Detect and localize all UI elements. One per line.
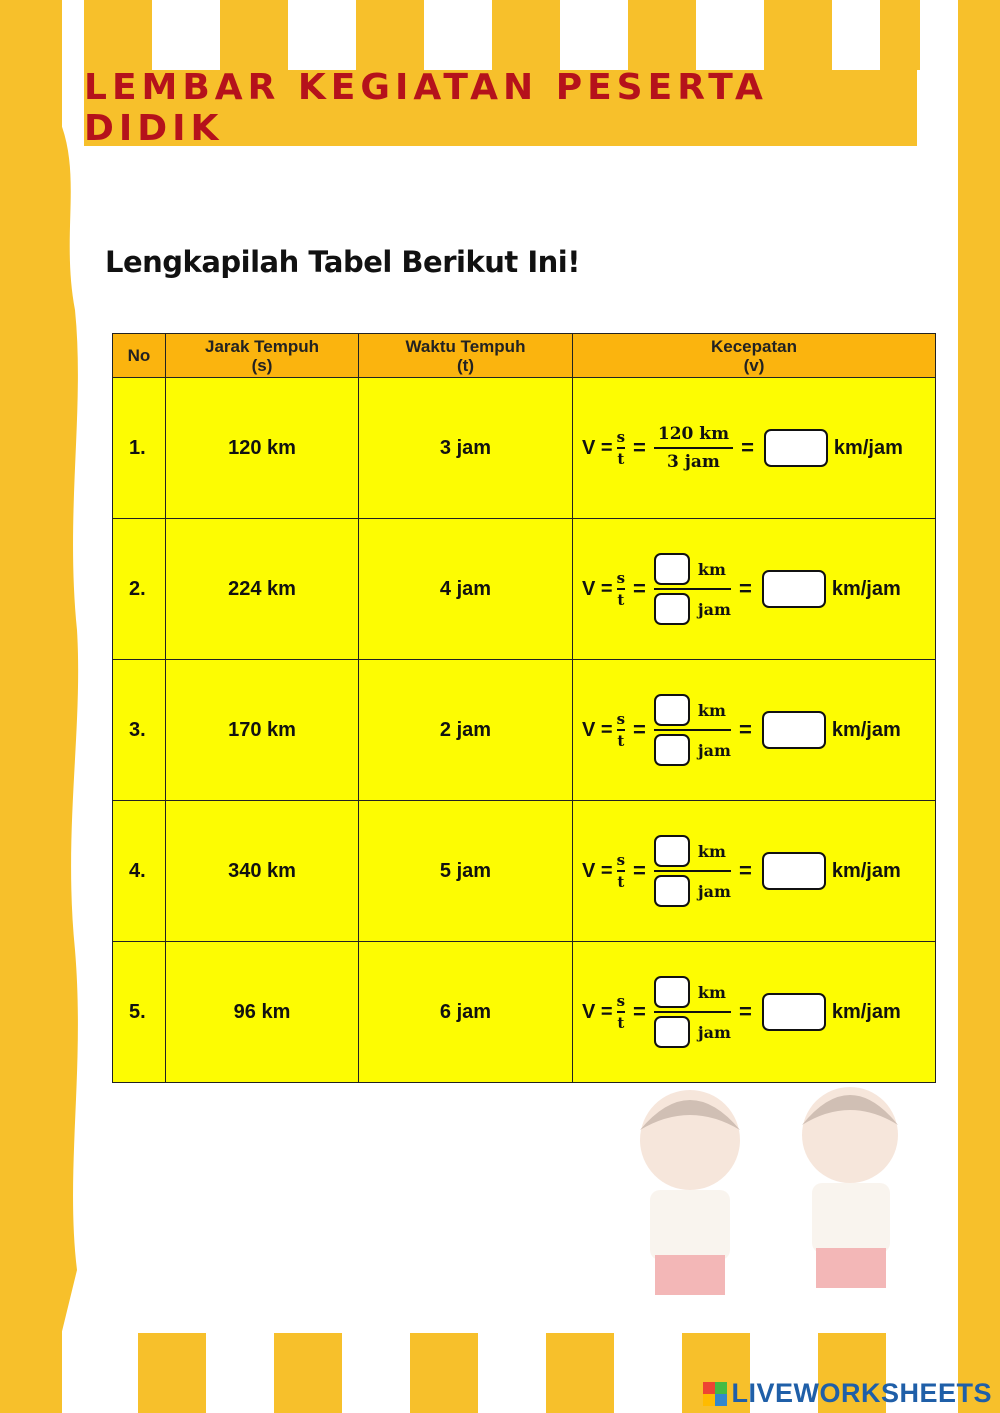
answer-speed-input[interactable] <box>762 993 826 1031</box>
given-fraction: $\frac{120 km}{\text{3 jam}}$ <box>654 423 733 473</box>
distance-input[interactable] <box>654 976 690 1008</box>
right-frame-band <box>958 0 1000 1413</box>
row-formula: V = $\frac{s}{t}$ = km jam = km/jam <box>573 660 936 801</box>
row-waktu: 4 jam <box>359 519 573 660</box>
page-title: LEMBAR KEGIATAN PESERTA DIDIK <box>84 67 768 149</box>
row-jarak: 96 km <box>166 942 359 1083</box>
s-over-t: $\frac{s}{t}$ <box>616 710 626 750</box>
speed-table <box>112 333 936 1083</box>
children-illustration <box>580 1080 960 1340</box>
row-jarak: 120 km <box>166 378 359 519</box>
s-over-t: $\frac{s}{t}$ <box>616 992 626 1032</box>
s-over-t: $\frac{s}{t}$ <box>616 569 626 609</box>
header-kecepatan: Kecepatan (v) <box>573 334 936 378</box>
top-stripe <box>220 0 288 70</box>
row-jarak: 340 km <box>166 801 359 942</box>
s-over-t: $\frac{s}{t}$ <box>616 428 626 468</box>
time-input[interactable] <box>654 1016 690 1048</box>
result-unit: km/jam <box>833 436 903 459</box>
answer-speed-input[interactable] <box>762 570 826 608</box>
row-formula: V = $\frac{s}{t}$ = $\frac{120 km}{\text{3 jam}}$ = km/jam <box>573 378 936 519</box>
fill-fraction: km jam <box>654 976 731 1048</box>
table-row <box>113 801 936 942</box>
row-number: 2. <box>113 519 166 660</box>
row-jarak: 170 km <box>166 660 359 801</box>
top-stripe <box>356 0 424 70</box>
instruction-text: Lengkapilah Tabel Berikut Ini! <box>105 245 580 279</box>
top-stripe <box>764 0 832 70</box>
formula-prefix: V = <box>582 718 613 741</box>
result-unit: km/jam <box>831 1000 901 1023</box>
result-unit: km/jam <box>831 859 901 882</box>
left-frame-band <box>0 0 62 1413</box>
top-stripe <box>492 0 560 70</box>
fill-fraction: km jam <box>654 835 731 907</box>
liveworksheets-logo <box>703 1378 992 1409</box>
row-formula: V = $\frac{s}{t}$ = km jam = km/jam <box>573 519 936 660</box>
answer-speed-input[interactable] <box>764 429 828 467</box>
result-unit: km/jam <box>831 577 901 600</box>
row-jarak: 224 km <box>166 519 359 660</box>
answer-speed-input[interactable] <box>762 852 826 890</box>
table-row <box>113 378 936 519</box>
table-row <box>113 519 936 660</box>
top-stripe <box>880 0 920 70</box>
row-number: 5. <box>113 942 166 1083</box>
distance-input[interactable] <box>654 835 690 867</box>
bottom-stripe <box>546 1333 614 1413</box>
time-input[interactable] <box>654 734 690 766</box>
time-input[interactable] <box>654 875 690 907</box>
brand-icon <box>703 1382 727 1406</box>
header-banner <box>84 67 917 149</box>
row-waktu: 5 jam <box>359 801 573 942</box>
row-number: 3. <box>113 660 166 801</box>
distance-input[interactable] <box>654 553 690 585</box>
bottom-stripe <box>410 1333 478 1413</box>
left-frame-wave <box>55 110 85 1360</box>
row-number: 4. <box>113 801 166 942</box>
bottom-stripe <box>274 1333 342 1413</box>
row-formula: V = $\frac{s}{t}$ = km jam = km/jam <box>573 942 936 1083</box>
time-input[interactable] <box>654 593 690 625</box>
fill-fraction: km jam <box>654 694 731 766</box>
row-waktu: 3 jam <box>359 378 573 519</box>
result-unit: km/jam <box>831 718 901 741</box>
row-formula: V = $\frac{s}{t}$ = km jam = km/jam <box>573 801 936 942</box>
top-stripe <box>628 0 696 70</box>
row-waktu: 2 jam <box>359 660 573 801</box>
table-row <box>113 660 936 801</box>
row-waktu: 6 jam <box>359 942 573 1083</box>
header-no: No <box>113 334 166 378</box>
bottom-stripe <box>138 1333 206 1413</box>
brand-name: LIVEWORKSHEETS <box>731 1378 992 1408</box>
row-number: 1. <box>113 378 166 519</box>
distance-input[interactable] <box>654 694 690 726</box>
top-stripe <box>84 0 152 70</box>
answer-speed-input[interactable] <box>762 711 826 749</box>
formula-prefix: V = <box>582 1000 613 1023</box>
header-waktu: Waktu Tempuh (t) <box>359 334 573 378</box>
table-row <box>113 942 936 1083</box>
formula-prefix: V = <box>582 436 613 459</box>
s-over-t: $\frac{s}{t}$ <box>616 851 626 891</box>
fill-fraction: km jam <box>654 553 731 625</box>
header-jarak: Jarak Tempuh (s) <box>166 334 359 378</box>
formula-prefix: V = <box>582 859 613 882</box>
formula-prefix: V = <box>582 577 613 600</box>
table-header-row <box>113 334 936 378</box>
